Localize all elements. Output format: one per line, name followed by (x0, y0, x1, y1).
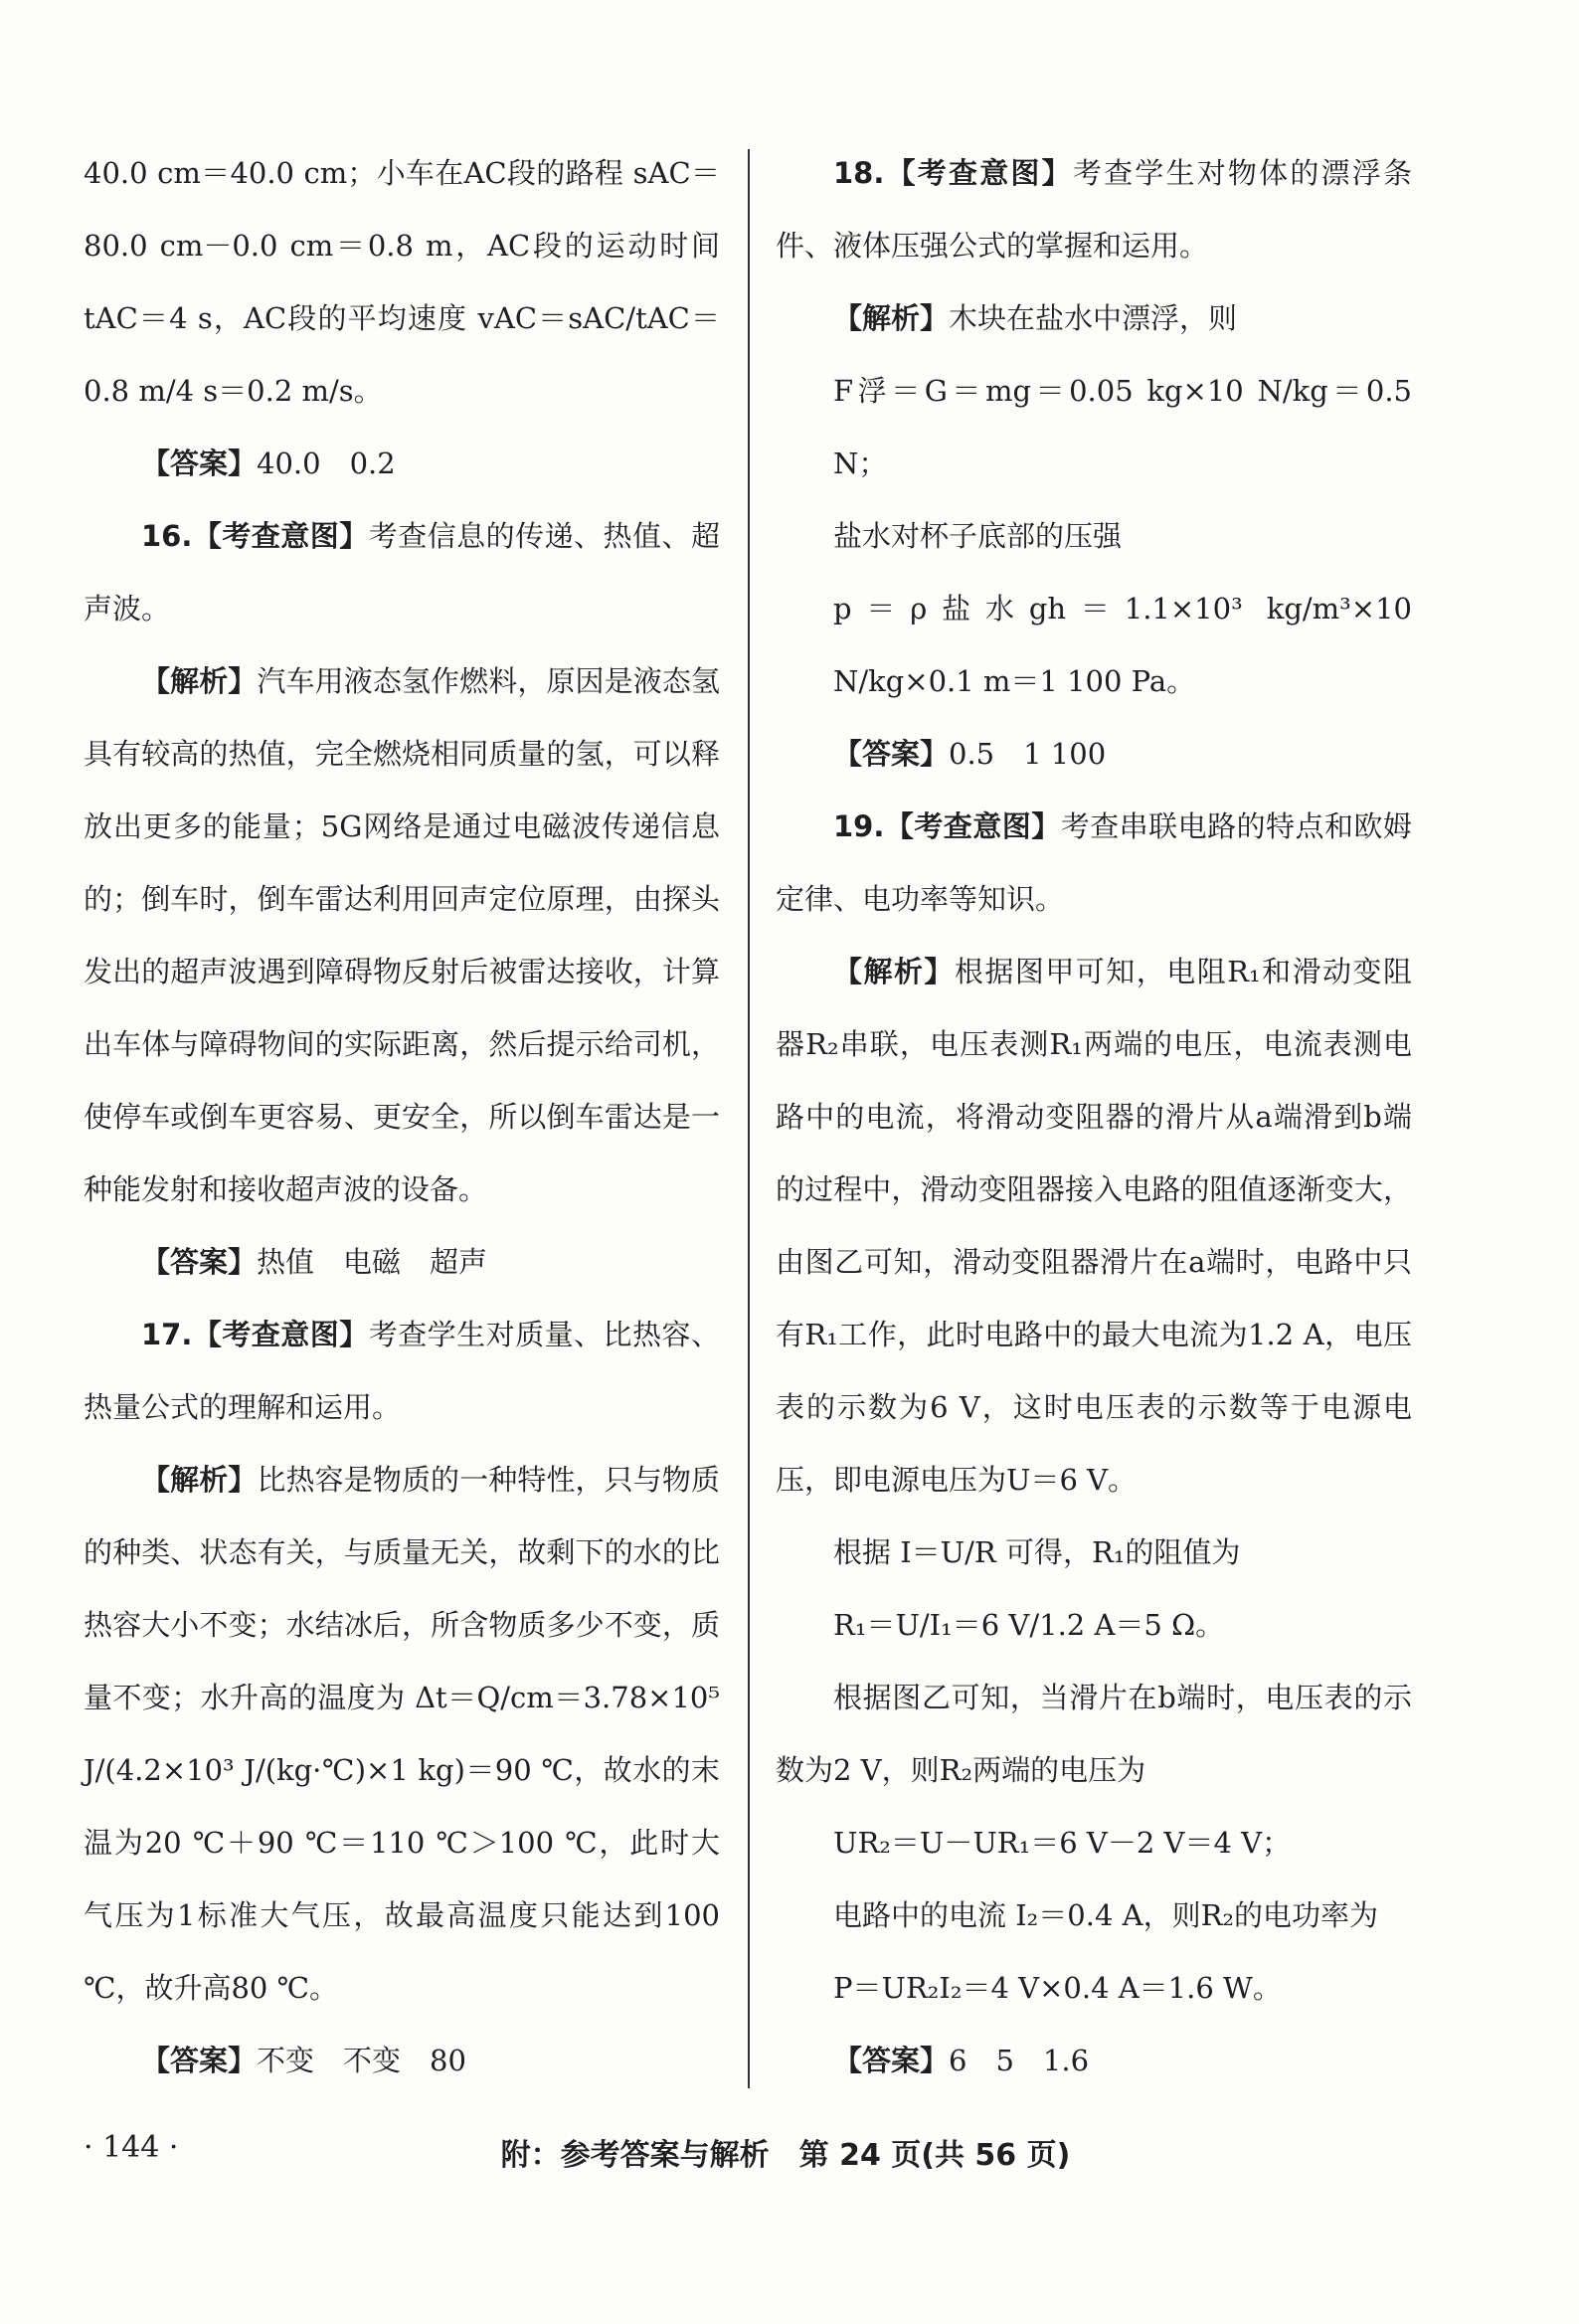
section-label: 【考查意图】 (192, 1318, 369, 1351)
formula-line (776, 1952, 1412, 2025)
section-text: 比热容是物质的一种特性，只与物质的种类、状态有关，与质量无关，故剩下的水的比热容大小不变；水结冰后，所含物质多少不变，质量不变；水升高的温度为 Δt＝Q/cm＝3.78×10⁵ J/(4.2×10³ J/(kg·℃)×1 kg)＝90 ℃，故水的末温为20 ℃＋90 ℃＝110 ℃＞100 ℃，此时大气压为1标准大气压，故最高温度只能达到100 ℃，故升高80 ℃。 (84, 1463, 720, 2005)
formula-line (776, 1517, 1412, 1589)
question-number: 16. (141, 519, 193, 553)
formula-line (776, 1589, 1412, 1662)
section-text: 考查信息的传递、热值、超声波。 (84, 519, 720, 626)
analysis-paragraph (84, 645, 720, 1226)
analysis-paragraph (776, 936, 1412, 1517)
section-label: 【考查意图】 (884, 809, 1061, 843)
formula-text: F浮＝G＝mg＝0.05 kg×10 N/kg＝0.5 N； (833, 374, 1412, 480)
question-heading (776, 791, 1412, 936)
left-column (84, 137, 720, 2097)
footer-title: 附：参考答案与解析 第 24 页(共 56 页) (500, 2138, 1071, 2173)
section-label: 【答案】 (141, 2044, 258, 2077)
section-text: 0.5 1 100 (949, 737, 1107, 771)
analysis-paragraph (84, 1444, 720, 2025)
formula-line (776, 1807, 1412, 1879)
section-text: 40.0 0.2 (257, 447, 396, 480)
question-heading (776, 137, 1412, 282)
column-divider (748, 149, 750, 2088)
section-label: 【解析】 (141, 1463, 258, 1497)
question-heading (84, 1299, 720, 1444)
body-paragraph (84, 137, 720, 428)
section-text: 木块在盐水中漂浮，则 (949, 301, 1238, 335)
formula-text: R₁＝U/I₁＝6 V/1.2 A＝5 Ω。 (833, 1608, 1225, 1642)
formula-text: 根据图乙可知，当滑片在b端时，电压表的示数为2 V，则R₂两端的电压为 (776, 1681, 1412, 1787)
formula-text: 盐水对杯子底部的压强 (833, 519, 1123, 553)
answer-line (776, 718, 1412, 791)
formula-line (776, 573, 1412, 718)
formula-line (776, 1662, 1412, 1807)
page-footer (0, 2130, 1579, 2180)
question-number: 17. (141, 1318, 193, 1351)
section-text: 考查学生对质量、比热容、热量公式的理解和运用。 (84, 1318, 720, 1424)
formula-line (776, 1879, 1412, 1952)
section-text: 热值 电磁 超声 (257, 1245, 488, 1279)
answer-line (776, 2025, 1412, 2097)
answer-line (84, 1226, 720, 1299)
section-text: 汽车用液态氢作燃料，原因是液态氢具有较高的热值，完全燃烧相同质量的氢，可以释放出更多的能量；5G网络是通过电磁波传递信息的；倒车时，倒车雷达利用回声定位原理，由探头发出的超声波遇到障碍物反射后被雷达接收，计算出车体与障碍物间的实际距离，然后提示给司机，使停车或倒车更容易、更安全，所以倒车雷达是一种能发射和接收超声波的设备。 (84, 664, 720, 1206)
formula-text: UR₂＝U－UR₁＝6 V－2 V＝4 V； (833, 1826, 1292, 1860)
section-text: 6 5 1.6 (949, 2044, 1090, 2077)
section-label: 【考查意图】 (884, 156, 1073, 190)
right-column (776, 137, 1412, 2097)
section-text: 考查串联电路的特点和欧姆定律、电功率等知识。 (776, 809, 1412, 916)
formula-text: P＝UR₂I₂＝4 V×0.4 A＝1.6 W。 (833, 1971, 1282, 2005)
section-label: 【答案】 (833, 2044, 950, 2077)
question-number: 18. (833, 156, 885, 190)
formula-line (776, 355, 1412, 500)
section-text: 根据图甲可知，电阻R₁和滑动变阻器R₂串联，电压表测R₁两端的电压，电流表测电路中的电流，将滑动变阻器的滑片从a端滑到b端的过程中，滑动变阻器接入电路的阻值逐渐变大，由图乙可知，滑动变阻器滑片在a端时，电路中只有R₁工作，此时电路中的最大电流为1.2 A，电压表的示数为6 V，这时电压表的示数等于电源电压，即电源电压为U＝6 V。 (776, 955, 1412, 1497)
answer-line (84, 2025, 720, 2097)
section-label: 【答案】 (141, 447, 258, 480)
formula-text: p＝ρ盐水gh＝1.1×10³ kg/m³×10 N/kg×0.1 m＝1 100 Pa。 (833, 592, 1412, 698)
paragraph-text: 40.0 cm＝40.0 cm；小车在AC段的路程 sAC＝80.0 cm－0.0 cm＝0.8 m，AC段的运动时间 tAC＝4 s，AC段的平均速度 vAC＝sAC/tAC＝0.8 m/4 s＝0.2 m/s。 (84, 156, 720, 408)
section-label: 【解析】 (833, 955, 955, 988)
section-label: 【解析】 (141, 664, 258, 698)
question-number: 19. (833, 809, 885, 843)
section-text: 考查学生对物体的漂浮条件、液体压强公式的掌握和运用。 (776, 156, 1412, 263)
section-text: 不变 不变 80 (257, 2044, 466, 2077)
section-label: 【解析】 (833, 301, 950, 335)
formula-text: 电路中的电流 I₂＝0.4 A，则R₂的电功率为 (833, 1898, 1379, 1932)
section-label: 【答案】 (833, 737, 950, 771)
section-label: 【考查意图】 (192, 519, 369, 553)
answer-line (84, 428, 720, 500)
question-heading (84, 500, 720, 645)
formula-text: 根据 I＝U/R 可得，R₁的阻值为 (833, 1535, 1241, 1569)
formula-line (776, 500, 1412, 573)
analysis-paragraph (776, 282, 1412, 355)
section-label: 【答案】 (141, 1245, 258, 1279)
page-number: · 144 · (84, 2130, 179, 2165)
